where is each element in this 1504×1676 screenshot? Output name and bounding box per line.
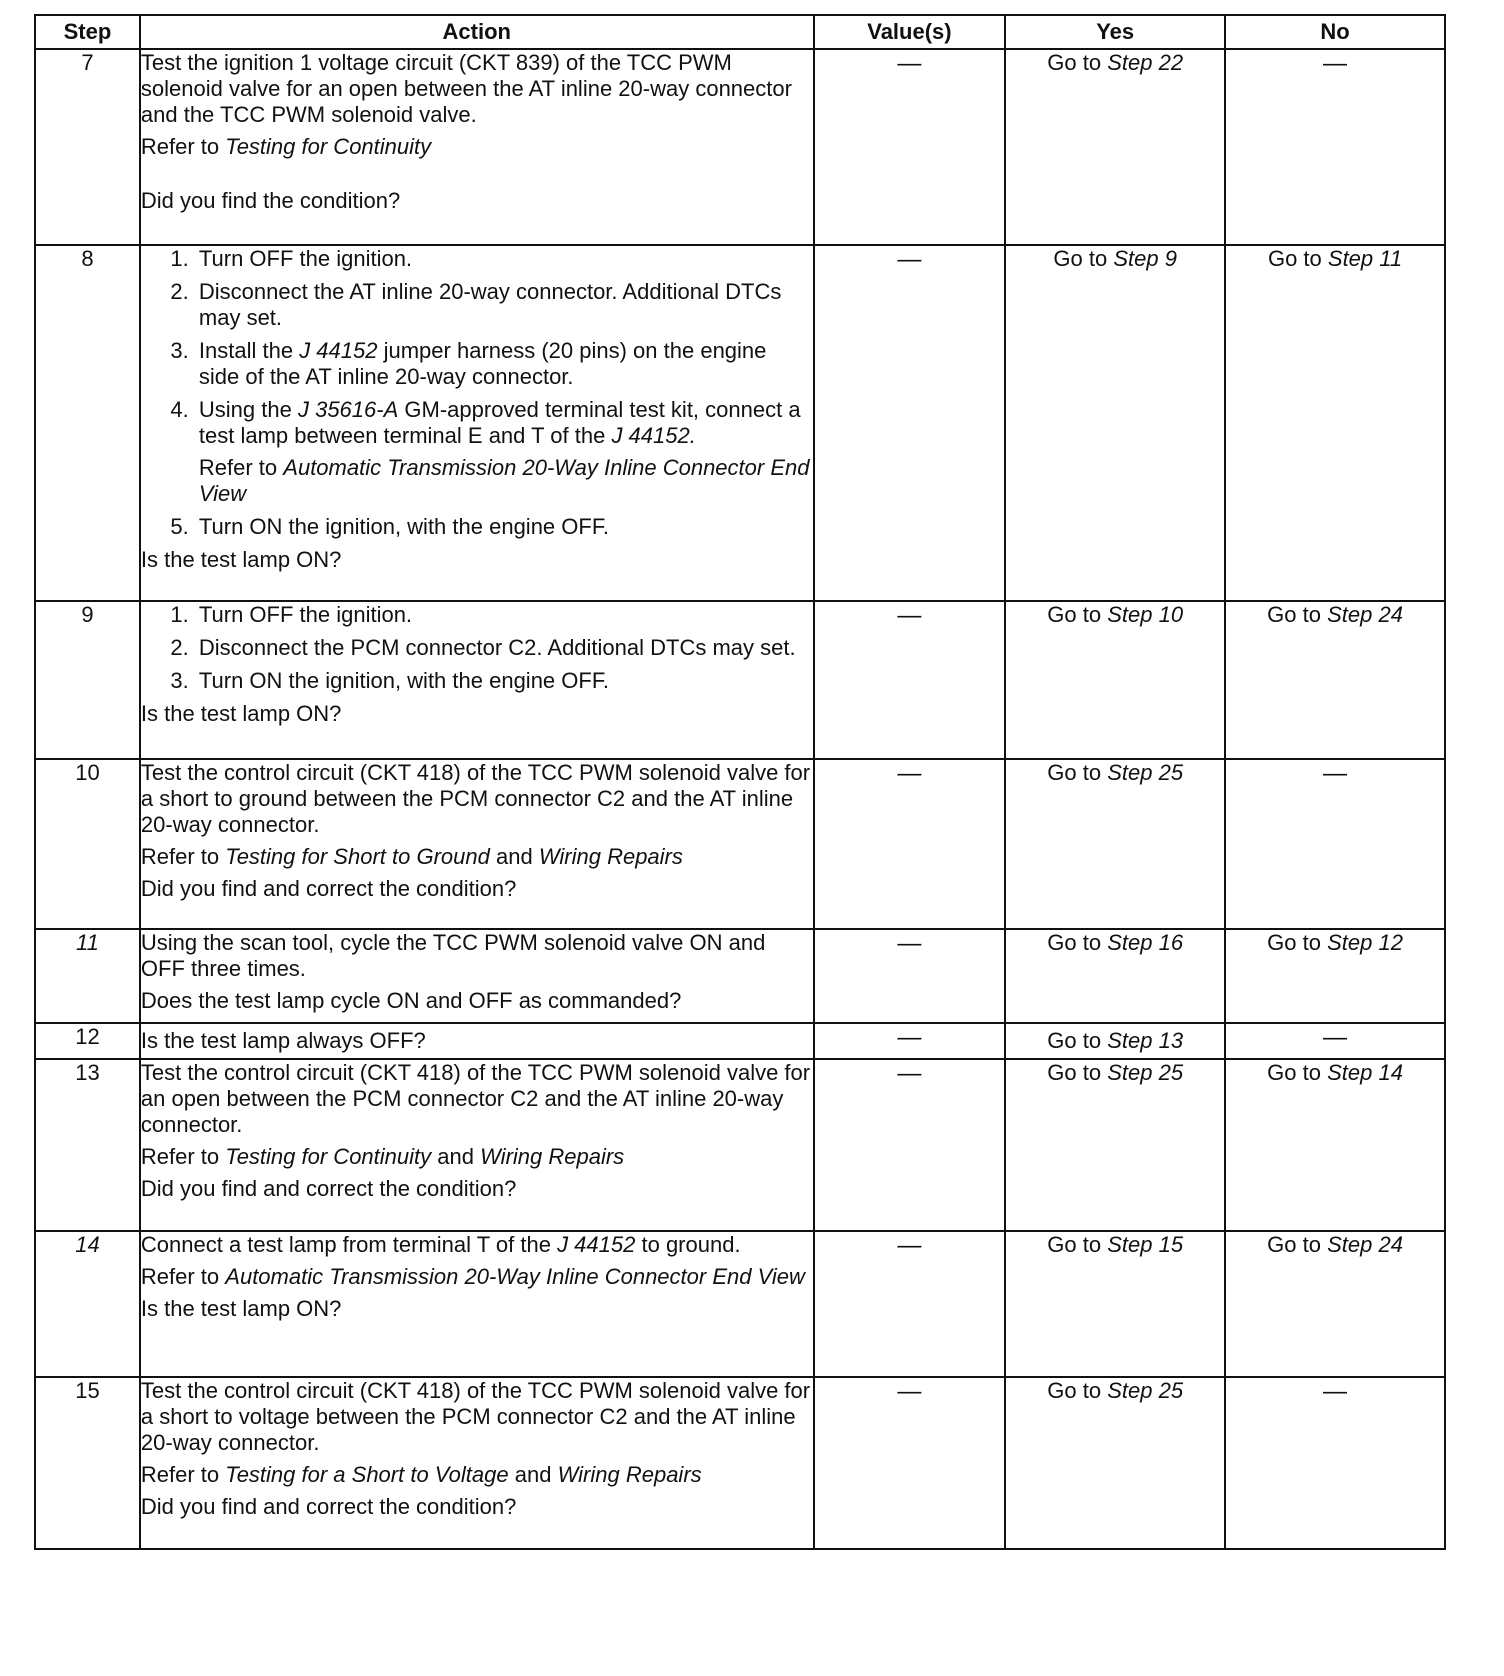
no-cell: — — [1225, 1377, 1445, 1549]
question: Did you find and correct the condition? — [140, 876, 517, 901]
header-action: Action — [140, 15, 814, 49]
goto-step-link[interactable]: Step 24 — [1327, 1232, 1403, 1257]
reference-link[interactable]: Testing for Short to Ground — [225, 844, 490, 869]
procedure-list — [141, 602, 813, 694]
no-cell: — — [1225, 49, 1445, 245]
goto-step-link[interactable]: Step 14 — [1327, 1060, 1403, 1085]
step-number: 12 — [35, 1023, 140, 1059]
question: Is the test lamp ON? — [140, 547, 342, 572]
goto-step-link[interactable]: Step 13 — [1107, 1028, 1184, 1053]
table-row-step-15 — [35, 1377, 1445, 1549]
action-cell — [140, 245, 814, 601]
action-cell — [140, 929, 814, 1023]
value-cell: — — [814, 759, 1006, 929]
yes-cell: Go to Step 15 — [1005, 1231, 1225, 1377]
question: Did you find the condition? — [140, 188, 401, 213]
table-row-step-10 — [35, 759, 1445, 929]
value-cell: — — [814, 601, 1006, 759]
goto-step-link[interactable]: Step 25 — [1107, 1060, 1184, 1085]
table-row-step-13 — [35, 1059, 1445, 1231]
goto-step-link[interactable]: Step 16 — [1107, 930, 1184, 955]
header-row — [35, 15, 1445, 49]
reference: Refer to Automatic Transmission 20-Way Inline Connector End View — [140, 1264, 805, 1289]
yes-cell: Go to Step 25 — [1005, 759, 1225, 929]
reference-link[interactable]: Testing for Continuity — [225, 134, 432, 159]
value-cell: — — [814, 1059, 1006, 1231]
action-text: Test the control circuit (CKT 418) of the TCC PWM solenoid valve for a short to voltage between the PCM connector C2 and the AT inline 20-way connector. — [140, 1378, 811, 1455]
question: Is the test lamp always OFF? — [140, 1028, 426, 1053]
reference-link[interactable]: Automatic Transmission 20-Way Inline Connector End View — [198, 455, 810, 506]
goto-step-link[interactable]: Step 15 — [1107, 1232, 1184, 1257]
action-cell — [140, 1023, 814, 1059]
action-text: Connect a test lamp from terminal T of the J 44152 to ground. — [140, 1232, 741, 1257]
action-text: Test the control circuit (CKT 418) of the TCC PWM solenoid valve for an open between the PCM connector C2 and the AT inline 20-way connector. — [140, 1060, 811, 1137]
reference: Refer to Testing for Continuity — [140, 134, 432, 159]
value-cell: — — [814, 1377, 1006, 1549]
list-item: 1. Turn OFF the ignition. — [195, 602, 813, 628]
question: Did you find and correct the condition? — [140, 1176, 517, 1201]
table-row-step-11 — [35, 929, 1445, 1023]
question: Is the test lamp ON? — [140, 1296, 342, 1321]
step-number: 13 — [35, 1059, 140, 1231]
step-number: 10 — [35, 759, 140, 929]
action-text: Test the control circuit (CKT 418) of the TCC PWM solenoid valve for a short to ground between the PCM connector C2 and the AT inline 20-way connector. — [140, 760, 811, 837]
value-cell: — — [814, 1023, 1006, 1059]
table-row-step-9 — [35, 601, 1445, 759]
tool-name: J 44152 — [299, 338, 378, 363]
reference: Refer to Testing for Short to Ground and Wiring Repairs — [140, 844, 683, 869]
list-item: 1. Turn OFF the ignition. — [195, 246, 813, 272]
reference-link[interactable]: Wiring Repairs — [480, 1144, 625, 1169]
yes-cell: Go to Step 25 — [1005, 1377, 1225, 1549]
reference-link[interactable]: Wiring Repairs — [557, 1462, 702, 1487]
header-values: Value(s) — [814, 15, 1006, 49]
value-cell: — — [814, 929, 1006, 1023]
reference-link[interactable]: Wiring Repairs — [538, 844, 683, 869]
tool-name: J 44152 — [557, 1232, 636, 1257]
list-item: 4. Using the J 35616-A GM-approved terminal test kit, connect a test lamp between terminal E and T of the J 44152. Refer to Automatic Transmission 20-Way Inline Connector End View — [195, 397, 813, 507]
goto-step-link[interactable]: Step 12 — [1327, 930, 1403, 955]
reference: Refer to Testing for a Short to Voltage and Wiring Repairs — [140, 1462, 702, 1487]
step-number: 11 — [35, 929, 140, 1023]
table-row-step-12 — [35, 1023, 1445, 1059]
yes-cell: Go to Step 25 — [1005, 1059, 1225, 1231]
action-cell — [140, 759, 814, 929]
diagnostic-table — [34, 14, 1446, 1550]
step-number: 7 — [35, 49, 140, 245]
goto-step-link[interactable]: Step 9 — [1113, 246, 1177, 271]
question: Did you find and correct the condition? — [140, 1494, 517, 1519]
yes-cell: Go to Step 16 — [1005, 929, 1225, 1023]
no-cell: Go to Step 24 — [1225, 1231, 1445, 1377]
no-cell: — — [1225, 759, 1445, 929]
value-cell: — — [814, 245, 1006, 601]
reference: Refer to Testing for Continuity and Wiring Repairs — [140, 1144, 625, 1169]
list-item: 3. Turn ON the ignition, with the engine OFF. — [195, 668, 813, 694]
action-cell — [140, 49, 814, 245]
header-step: Step — [35, 15, 140, 49]
action-cell — [140, 1231, 814, 1377]
tool-name: J 44152. — [611, 423, 696, 448]
tool-name: J 35616-A — [297, 397, 399, 422]
step-number: 15 — [35, 1377, 140, 1549]
table-row-step-8 — [35, 245, 1445, 601]
value-cell: — — [814, 1231, 1006, 1377]
header-no: No — [1225, 15, 1445, 49]
list-item: 2. Disconnect the AT inline 20-way connector. Additional DTCs may set. — [195, 279, 813, 331]
no-cell: Go to Step 11 — [1225, 245, 1445, 601]
reference-link[interactable]: Testing for a Short to Voltage — [225, 1462, 509, 1487]
step-number: 14 — [35, 1231, 140, 1377]
list-item: 3. Install the J 44152 jumper harness (20 pins) on the engine side of the AT inline 20-way connector. — [195, 338, 813, 390]
table-row-step-7 — [35, 49, 1445, 245]
goto-step-link[interactable]: Step 10 — [1107, 602, 1184, 627]
question: Is the test lamp ON? — [140, 701, 342, 726]
no-cell: Go to Step 24 — [1225, 601, 1445, 759]
list-item: 5. Turn ON the ignition, with the engine OFF. — [195, 514, 813, 540]
step-number: 8 — [35, 245, 140, 601]
goto-step-link[interactable]: Step 24 — [1327, 602, 1403, 627]
no-cell: — — [1225, 1023, 1445, 1059]
list-item: 2. Disconnect the PCM connector C2. Additional DTCs may set. — [195, 635, 813, 661]
table-row-step-14 — [35, 1231, 1445, 1377]
yes-cell: Go to Step 22 — [1005, 49, 1225, 245]
goto-step-link[interactable]: Step 11 — [1327, 246, 1403, 271]
action-cell — [140, 1059, 814, 1231]
action-cell — [140, 1377, 814, 1549]
question: Does the test lamp cycle ON and OFF as commanded? — [140, 988, 682, 1013]
reference: Refer to Automatic Transmission 20-Way Inline Connector End View — [198, 455, 810, 506]
no-cell: Go to Step 14 — [1225, 1059, 1445, 1231]
yes-cell: Go to Step 9 — [1005, 245, 1225, 601]
goto-step-link[interactable]: Step 25 — [1107, 760, 1184, 785]
header-yes: Yes — [1005, 15, 1225, 49]
procedure-list — [141, 246, 813, 540]
yes-cell: Go to Step 13 — [1005, 1023, 1225, 1059]
no-cell: Go to Step 12 — [1225, 929, 1445, 1023]
action-text: Test the ignition 1 voltage circuit (CKT 839) of the TCC PWM solenoid valve for an open between the AT inline 20-way connector and the TCC PWM solenoid valve. — [140, 50, 792, 127]
reference-link[interactable]: Testing for Continuity — [225, 1144, 432, 1169]
goto-step-link[interactable]: Step 25 — [1107, 1378, 1184, 1403]
value-cell: — — [814, 49, 1006, 245]
action-text: Using the scan tool, cycle the TCC PWM solenoid valve ON and OFF three times. — [140, 930, 766, 981]
action-cell — [140, 601, 814, 759]
yes-cell: Go to Step 10 — [1005, 601, 1225, 759]
goto-step-link[interactable]: Step 22 — [1107, 50, 1184, 75]
reference-link[interactable]: Automatic Transmission 20-Way Inline Connector End View — [225, 1264, 805, 1289]
step-number: 9 — [35, 601, 140, 759]
